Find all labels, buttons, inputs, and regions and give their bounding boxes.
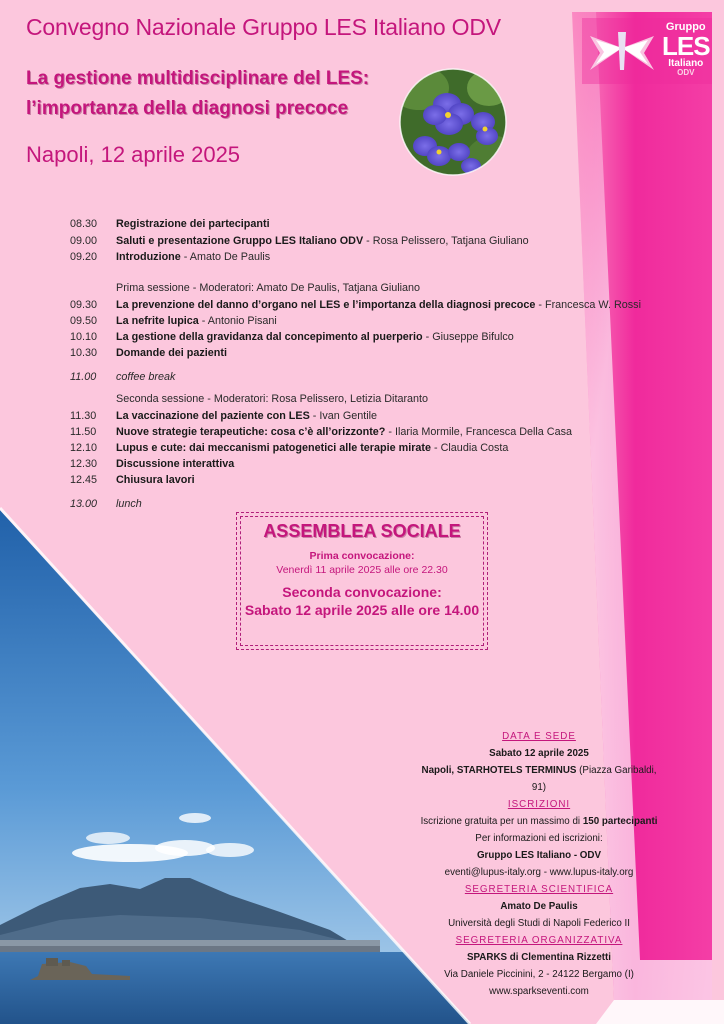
assembly-box: [236, 512, 488, 650]
scientific-affiliation: Università degli Studi di Napoli Federico II: [448, 918, 630, 929]
event-title: Convegno Nazionale Gruppo LES Italiano ODV: [26, 14, 501, 40]
scientific-name: Amato De Paulis: [500, 901, 578, 912]
event-subtitle: [26, 64, 369, 124]
event-info: [416, 728, 662, 1000]
violet-flower-image: [399, 68, 507, 176]
poster: Convegno Nazionale Gruppo LES Italiano ODV La gestione multidisciplinare del LES: l’importanza della diagnosi precoce Napoli, 12 aprile 2025 Gruppo LES Italiano ODV 08.30 Registrazione dei partecipanti 09.00 Saluti e presentazione Gruppo LES Italiano ODV - Rosa Pelissero, Tatjana Giuliano 09.20 Introduzione - Amato De Paulis Prima sessione - Moderatori: Amato De Paulis, Tatjana Giuliano 09.30 La prevenzione del danno d’organo nel LES e l’importanza della diagnosi precoce - Francesca W. Rossi 09.50 La nefrite lupica - Antonio Pisani 10.10 La gestione della gravidanza dal concepimento al puerperio - Giuseppe Bifulco 10.30 Domande dei pazienti 11.00 coffee break Seconda sessione - Moderatori: Rosa Pelissero, Letizia Ditaranto 11.30 La vaccinazione del paziente con LES - Ivan Gentile 11.50 Nuove strategie terapeutiche: cosa c’è all’orizzonte? - Ilaria Mormile, Francesca Della Casa 12.10 Lupus e cute: dai meccanismi patogenetici alle terapie mirate - Claudia Costa 12.30 Discussione interattiva 12.45 Chiusura lavori 13.00 lunch ASSEMBLEA SOCIALE Prima convocazione: Venerdì 11 aprile 2025 alle ore 22.30 Seconda convocazione: Sabato 12 aprile 2025 alle ore 14.00 DATA E SEDE Sabato 12 aprile 2025 Napoli, STARHOTELS TERMINUS (Piazza Garibaldi, 91) ISCRIZIONI Iscrizione gratuita per un massimo di 150 partecipanti Per informazioni ed iscrizioni: Gruppo LES Italiano - ODV eventi@lupus-italy.org - www.lupus-italy.org SEGRETERIA SCIENTIFICA Amato De Paulis Università degli Studi di Napoli Federico II SEGRETERIA ORGANIZZATIVA SPARKS di Clementina Rizzetti Via Daniele Piccinini, 2 - 24122 Bergamo (I) www.sparkseventi.com: [0, 0, 724, 1024]
second-convocation-label: Seconda convocazione:: [282, 584, 442, 600]
first-convocation-date: Venerdì 11 aprile 2025 alle ore 22.30: [276, 564, 448, 576]
event-date: Napoli, 12 aprile 2025: [26, 142, 241, 167]
assembly-title: ASSEMBLEA SOCIALE: [263, 521, 461, 541]
registration-info: Per informazioni ed iscrizioni:: [475, 833, 603, 844]
registration-text: Iscrizione gratuita per un massimo di 150 partecipanti: [420, 816, 658, 827]
registration-org: Gruppo LES Italiano - ODV: [476, 850, 602, 861]
venue-date: Sabato 12 aprile 2025: [489, 748, 589, 759]
first-convocation-label: Prima convocazione:: [309, 550, 415, 562]
subtitle-line-2: l’importanza della diagnosi precoce: [26, 98, 349, 119]
registration-contact: eventi@lupus-italy.org - www.lupus-italy.org: [444, 867, 634, 878]
logo-text: Gruppo LES Italiano ODV: [662, 21, 710, 77]
second-convocation-date: Sabato 12 aprile 2025 alle ore 14.00: [244, 602, 480, 618]
venue-place: Napoli, STARHOTELS TERMINUS (Piazza Garibaldi, 91): [421, 765, 657, 793]
organizing-website: www.sparkseventi.com: [489, 986, 589, 997]
registration-heading: ISCRIZIONI: [507, 799, 571, 810]
scientific-heading: SEGRETERIA SCIENTIFICA: [464, 884, 614, 895]
organizing-address: Via Daniele Piccinini, 2 - 24122 Bergamo (I): [444, 969, 634, 980]
subtitle-line-1: La gestione multidisciplinare del LES:: [26, 68, 370, 89]
organizing-name: SPARKS di Clementina Rizzetti: [466, 952, 612, 963]
organizing-heading: SEGRETERIA ORGANIZZATIVA: [455, 935, 623, 946]
venue-heading: DATA E SEDE: [502, 731, 576, 742]
